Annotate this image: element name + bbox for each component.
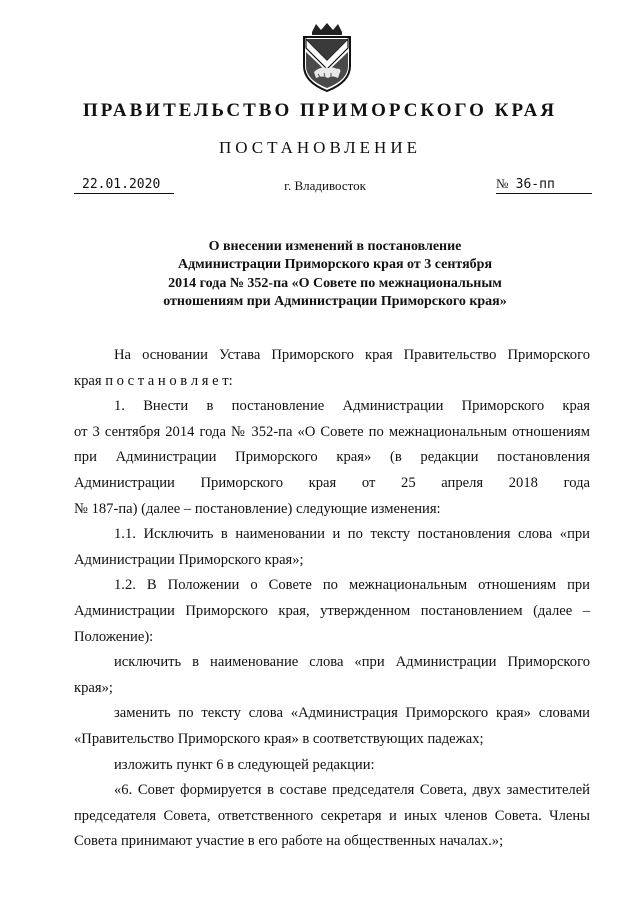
document-body	[74, 343, 590, 855]
document-number	[496, 176, 592, 194]
subject-line: Администрации Приморского края от 3 сентября	[177, 257, 493, 273]
subject-line: отношениям при Администрации Приморского края»	[163, 294, 507, 310]
body-line: 1.2. В Положении о Совете по межнациональным отношениям при	[114, 577, 590, 594]
body-line: Администрации Приморского края от 25 апреля 2018 года	[74, 474, 590, 491]
document-date: 22.01.2020	[74, 177, 174, 194]
body-line: председателя Совета, ответственного секретаря и иных членов Совета. Члены	[74, 807, 590, 824]
subject-line: О внесении изменений в постановление	[208, 239, 462, 254]
document-subject	[120, 238, 550, 312]
body-line: заменить по тексту слова «Администрация Приморского края» словами	[114, 705, 590, 722]
document-type: ПОСТАНОВЛЕНИЕ	[218, 138, 421, 157]
coat-of-arms-icon	[298, 22, 356, 94]
body-line: края»;	[74, 679, 113, 696]
body-line: 1. Внести в постановление Администрации Приморского края	[114, 398, 590, 415]
subject-line: 2014 года № 352-па «О Совете по межнациональным	[168, 275, 502, 291]
body-line: исключить в наименование слова «при Администрации Приморского	[114, 654, 590, 671]
body-line: Положение):	[74, 628, 154, 645]
body-line: Администрации Приморского края, утвержденном постановлением (далее –	[74, 602, 590, 619]
body-line: «Правительство Приморского края» в соответствующих падежах;	[74, 730, 484, 747]
body-line: при Администрации Приморского края» (в редакции постановления	[74, 449, 590, 466]
document-city: г. Владивосток	[284, 178, 366, 193]
government-title: ПРАВИТЕЛЬСТВО ПРИМОРСКОГО КРАЯ	[82, 100, 558, 121]
body-line: «6. Совет формируется в составе председателя Совета, двух заместителей	[114, 782, 590, 799]
number-prefix: №	[496, 176, 509, 191]
body-line: Совета принимают участие в его работе на общественных началах.»;	[74, 833, 504, 850]
body-line: № 187-па) (далее – постановление) следующие изменения:	[74, 500, 441, 517]
body-line: Администрации Приморского края»;	[74, 551, 304, 568]
body-line: 1.1. Исключить в наименовании и по тексту постановления слова «при	[114, 526, 590, 543]
body-line: края п о с т а н о в л я е т:	[74, 372, 233, 389]
number-value: 36-пп	[515, 177, 555, 192]
body-line: от 3 сентября 2014 года № 352-па «О Совете по межнациональным отношениям	[74, 423, 590, 440]
body-line: изложить пункт 6 в следующей редакции:	[114, 756, 375, 773]
body-line: На основании Устава Приморского края Правительство Приморского	[114, 347, 590, 363]
